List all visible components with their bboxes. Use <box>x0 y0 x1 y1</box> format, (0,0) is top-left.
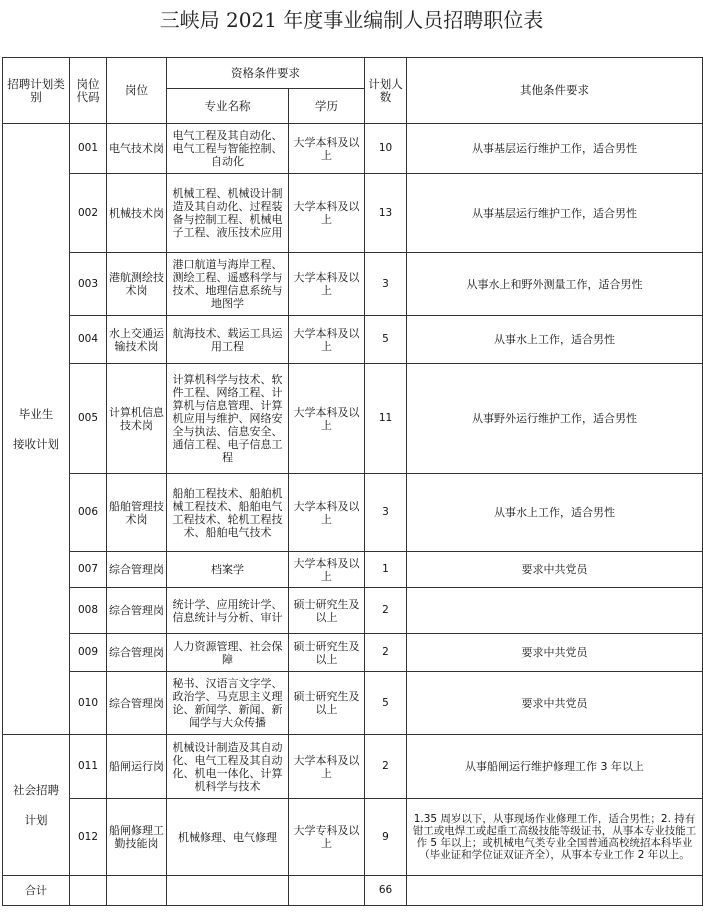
header-count: 计划人数 <box>365 58 407 124</box>
post-code: 004 <box>70 316 107 364</box>
plan-count: 2 <box>365 588 407 634</box>
plan-count: 13 <box>365 174 407 253</box>
education: 硕士研究生及以上 <box>289 634 365 672</box>
post-name: 综合管理岗 <box>107 672 167 735</box>
empty-cell <box>107 876 167 906</box>
other-requirements: 从事水上和野外测量工作，适合男性 <box>407 253 703 316</box>
education: 硕士研究生及以上 <box>289 588 365 634</box>
plan-count: 10 <box>365 124 407 174</box>
table-row <box>3 552 703 588</box>
header-row-1 <box>3 58 703 89</box>
post-code: 008 <box>70 588 107 634</box>
other-requirements: 要求中共党员 <box>407 672 703 735</box>
major-names: 船舶工程技术、船舶机械工程技术、船舶电气工程技术、轮机工程技术、船舶电气技术 <box>167 474 289 552</box>
empty-cell <box>407 876 703 906</box>
table-row <box>3 253 703 316</box>
post-name: 综合管理岗 <box>107 588 167 634</box>
education: 硕士研究生及以上 <box>289 672 365 735</box>
education: 大学本科及以上 <box>289 124 365 174</box>
group-label-line: 社会招聘 <box>13 783 59 797</box>
plan-count: 9 <box>365 799 407 876</box>
group-label-line: 计划 <box>24 813 48 827</box>
total-label: 合计 <box>3 876 70 906</box>
table-row <box>3 799 703 876</box>
other-requirements: 从事基层运行维护工作，适合男性 <box>407 124 703 174</box>
post-name: 电气技术岗 <box>107 124 167 174</box>
empty-cell <box>167 876 289 906</box>
education: 大学专科及以上 <box>289 799 365 876</box>
header-post: 岗位 <box>107 58 167 124</box>
major-names: 电气工程及其自动化、电气工程与智能控制、自动化 <box>167 124 289 174</box>
education: 大学本科及以上 <box>289 316 365 364</box>
major-names: 港口航道与海岸工程、测绘工程、遥感科学与技术、地理信息系统与地图学 <box>167 253 289 316</box>
table-row <box>3 364 703 474</box>
total-row <box>3 876 703 906</box>
header-qualification: 资格条件要求 <box>167 58 365 89</box>
education: 大学本科及以上 <box>289 735 365 799</box>
major-names: 人力资源管理、社会保障 <box>167 634 289 672</box>
education: 大学本科及以上 <box>289 552 365 588</box>
group-label-line: 接收计划 <box>13 437 59 451</box>
header-other: 其他条件要求 <box>407 58 703 124</box>
education: 大学本科及以上 <box>289 364 365 474</box>
other-requirements: 从事水上工作，适合男性 <box>407 316 703 364</box>
plan-count: 3 <box>365 474 407 552</box>
empty-cell <box>289 876 365 906</box>
post-name: 船闸运行岗 <box>107 735 167 799</box>
post-code: 005 <box>70 364 107 474</box>
post-name: 船舶管理技术岗 <box>107 474 167 552</box>
post-code: 009 <box>70 634 107 672</box>
post-code: 012 <box>70 799 107 876</box>
page-title: 三峡局 2021 年度事业编制人员招聘职位表 <box>159 8 544 32</box>
recruitment-table <box>2 57 703 906</box>
other-requirements: 1.35 周岁以下，从事现场作业修理工作，适合男性；2. 持有钳工或电焊工或起重工高级技能等级证书，从事本专业技能工作 5 年以上；或机械电气类专业全国普通高校统招本科毕业（毕业证和学位证双证齐全），从事本专业工作 2 年以上。 <box>407 799 703 876</box>
post-name: 计算机信息技术岗 <box>107 364 167 474</box>
post-name: 机械技术岗 <box>107 174 167 253</box>
major-names: 机械工程、机械设计制造及其自动化、过程装备与控制工程、机械电子工程、液压技术应用 <box>167 174 289 253</box>
post-code: 010 <box>70 672 107 735</box>
table-row <box>3 174 703 253</box>
plan-count: 5 <box>365 316 407 364</box>
header-code: 岗位代码 <box>70 58 107 124</box>
post-name: 综合管理岗 <box>107 634 167 672</box>
other-requirements: 从事水上工作，适合男性 <box>407 474 703 552</box>
major-names: 机械修理、电气修理 <box>167 799 289 876</box>
plan-count: 11 <box>365 364 407 474</box>
education: 大学本科及以上 <box>289 253 365 316</box>
other-requirements <box>407 588 703 634</box>
post-name: 综合管理岗 <box>107 552 167 588</box>
post-code: 001 <box>70 124 107 174</box>
post-name: 船闸修理工勤技能岗 <box>107 799 167 876</box>
education: 大学本科及以上 <box>289 174 365 253</box>
total-count: 66 <box>365 876 407 906</box>
major-names: 计算机科学与技术、软件工程、网络工程、计算机与信息管理、计算机应用与维护、网络安全与执法、信息安全、通信工程、电子信息工程 <box>167 364 289 474</box>
major-names: 统计学、应用统计学、信息统计与分析、审计 <box>167 588 289 634</box>
table-row <box>3 124 703 174</box>
table-row <box>3 588 703 634</box>
header-education: 学历 <box>289 89 365 124</box>
other-requirements: 从事野外运行维护工作，适合男性 <box>407 364 703 474</box>
group-label-line: 毕业生 <box>18 407 54 421</box>
education: 大学本科及以上 <box>289 474 365 552</box>
post-code: 003 <box>70 253 107 316</box>
header-plan-type: 招聘计划类别 <box>3 58 70 124</box>
plan-count: 5 <box>365 672 407 735</box>
post-code: 007 <box>70 552 107 588</box>
table-row <box>3 634 703 672</box>
post-code: 006 <box>70 474 107 552</box>
group-label-social <box>3 735 70 876</box>
table-row <box>3 672 703 735</box>
major-names: 秘书、汉语言文字学、政治学、马克思主义理论、新闻学、新闻、新闻学与大众传播 <box>167 672 289 735</box>
post-code: 002 <box>70 174 107 253</box>
major-names: 机械设计制造及其自动化、电气工程及其自动化、机电一体化、计算机科学与技术 <box>167 735 289 799</box>
table-row <box>3 735 703 799</box>
other-requirements: 要求中共党员 <box>407 634 703 672</box>
post-name: 港航测绘技术岗 <box>107 253 167 316</box>
table-row <box>3 316 703 364</box>
group-label-graduate <box>3 124 70 735</box>
plan-count: 1 <box>365 552 407 588</box>
post-name: 水上交通运输技术岗 <box>107 316 167 364</box>
empty-cell <box>70 876 107 906</box>
major-names: 航海技术、载运工具运用工程 <box>167 316 289 364</box>
major-names: 档案学 <box>167 552 289 588</box>
header-major: 专业名称 <box>167 89 289 124</box>
table-row <box>3 474 703 552</box>
plan-count: 2 <box>365 735 407 799</box>
post-code: 011 <box>70 735 107 799</box>
other-requirements: 要求中共党员 <box>407 552 703 588</box>
other-requirements: 从事船闸运行维护修理工作 3 年以上 <box>407 735 703 799</box>
plan-count: 2 <box>365 634 407 672</box>
plan-count: 3 <box>365 253 407 316</box>
other-requirements: 从事基层运行维护工作，适合男性 <box>407 174 703 253</box>
